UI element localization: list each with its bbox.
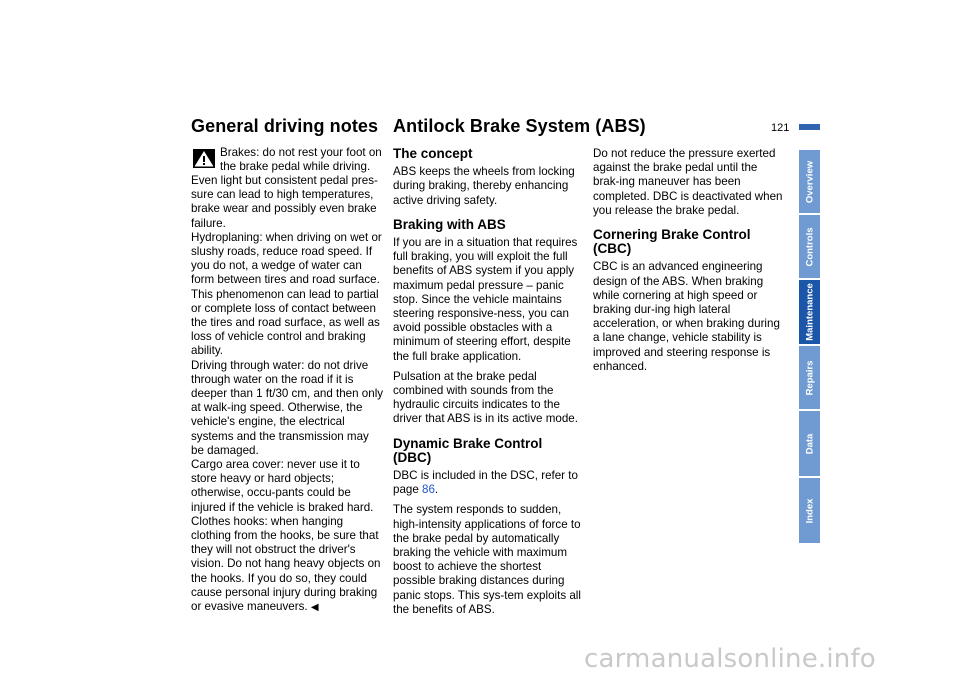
- concept-text: ABS keeps the wheels from locking during braking, thereby enhancing active driving safety.: [393, 165, 575, 207]
- right-column: [593, 147, 783, 380]
- dbc-text-before: DBC is included in the DSC, refer to page: [393, 469, 578, 497]
- dbc-system-text: The system responds to sudden, high-intensity applications of force to the brake pedal by automatically braking the vehicle with maximum boost to achieve the shortest possible braking distances during panic stops. This sys-tem exploits all the benefits of ABS.: [393, 503, 581, 616]
- clothes-hooks-body: Clothes hooks: when hanging clothing from the hooks, be sure that they will not obstruct the driver's vision. Do not hang heavy objects on the hooks. If you do so, they could cause personal injury during braking or evasive maneuvers.: [191, 514, 381, 614]
- watermark-text: carmanualsonline.info: [584, 644, 876, 674]
- section-title-general-driving-notes: General driving notes: [191, 116, 379, 136]
- page-link-86[interactable]: 86: [422, 483, 435, 497]
- side-tab-maintenance-label: Maintenance: [804, 283, 815, 341]
- side-tab-controls-label: Controls: [804, 226, 815, 267]
- brake-wear-text: Even light but consistent pedal pres-sure can lead to high temperatures, brake wear and possibly even brake failure.: [191, 174, 378, 230]
- brake-pressure-text: Do not reduce the pressure exerted against the brake pedal until the brak-ing maneuver has been completed. DBC is deactivated when you release the brake pedal.: [593, 147, 783, 217]
- side-tab-repairs-label: Repairs: [804, 360, 815, 395]
- side-tab-data[interactable]: [799, 411, 820, 476]
- side-tab-controls[interactable]: [799, 215, 820, 278]
- warning-intro-line-1: Brakes: do not rest your foot on: [220, 146, 382, 159]
- side-tab-index[interactable]: [799, 478, 820, 543]
- left-column: [191, 146, 384, 615]
- braking-with-abs-text: If you are in a situation that requires full braking, you will exploit the full benefits of ABS system if you apply maximum pedal pressure – panic stop. Since the vehicle maintains steering responsive-ness, you can avoid possible obstacles with a minimum of steering effort, despite the full brake application.: [393, 236, 578, 363]
- side-tab-repairs[interactable]: [799, 346, 820, 409]
- side-tab-overview[interactable]: [799, 150, 820, 213]
- side-tab-maintenance[interactable]: [799, 280, 820, 344]
- pulsation-text: Pulsation at the brake pedal combined with sounds from the hydraulic circuits indicates to the driver that ABS is in its active mode.: [393, 369, 578, 426]
- side-tab-data-label: Data: [804, 433, 815, 454]
- warning-intro-line-2: the brake pedal while driving.: [220, 160, 371, 174]
- section-title-abs: Antilock Brake System (ABS): [393, 116, 646, 136]
- heading-the-concept: The concept: [393, 146, 473, 161]
- side-tab-index-label: Index: [804, 498, 815, 523]
- clothes-hooks-text: [191, 515, 384, 615]
- warning-intro: [191, 146, 384, 174]
- dbc-text: [393, 469, 584, 497]
- cargo-area-cover-text: Cargo area cover: never use it to store heavy or hard objects; otherwise, occu-pants could be injured if the vehicle is braked hard.: [191, 458, 374, 514]
- heading-braking-with-abs: Braking with ABS: [393, 216, 506, 232]
- dbc-text-after: .: [434, 483, 439, 497]
- driving-through-water-text: Driving through water: do not drive through water on the road if it is deeper than 1 ft/30 cm, and then only at walk-ing speed. Otherwise, the vehicle's engine, the electrical systems and the transmission may be damaged.: [191, 358, 384, 457]
- middle-column: [393, 147, 584, 623]
- warning-triangle-icon: [193, 149, 215, 172]
- page-accent-bar: [799, 124, 820, 130]
- side-tab-overview-label: Overview: [804, 160, 815, 203]
- heading-dbc: Dynamic Brake Control (DBC): [393, 435, 543, 465]
- heading-cbc: Cornering Brake Control (CBC): [593, 227, 751, 257]
- hydroplaning-text: Hydroplaning: when driving on wet or slushy roads, reduce road speed. If you do not, a wedge of water can form between tires and road surface. This phenomenon can lead to partial or complete loss of contact between the tires and road surface, as well as loss of vehicle control and braking ability.: [191, 230, 382, 358]
- page-number: 121: [771, 122, 790, 134]
- end-of-section-icon: ◀: [310, 602, 319, 614]
- cbc-text: CBC is an advanced engineering design of the ABS. When braking while cornering at high speed or braking dur-ing high lateral acceleration, or when braking during a lane change, vehicle stability is improved and steering response is enhanced.: [593, 260, 780, 373]
